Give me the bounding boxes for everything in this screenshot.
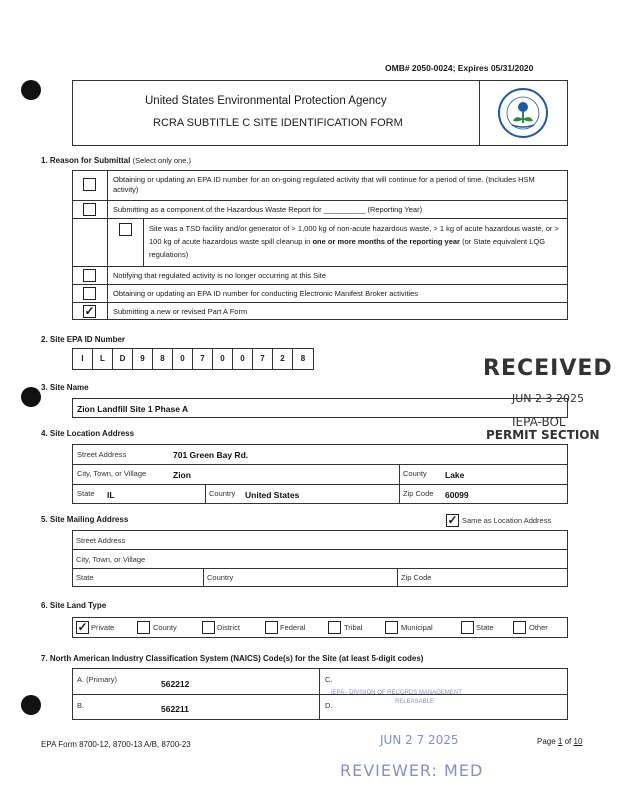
site-name-field[interactable] [72, 398, 568, 418]
land-type-district[interactable]: District [202, 621, 240, 634]
reason-table [72, 170, 568, 320]
reason-option-3-text: Notifying that regulated activity is no longer occurring at this Site [113, 271, 327, 280]
epa-id-digit[interactable]: I [73, 349, 93, 369]
page-number: Page 1 of 10 [537, 737, 583, 746]
loc-street-label: Street Address [77, 450, 127, 459]
reason-option-5-text: Submitting a new or revised Part A Form [113, 307, 248, 316]
epa-id-digit[interactable]: 0 [233, 349, 253, 369]
epa-id-digit[interactable]: 0 [213, 349, 233, 369]
section6-title: 6. Site Land Type [41, 601, 107, 610]
epa-id-digit[interactable]: 0 [173, 349, 193, 369]
punch-hole-middle [21, 387, 41, 407]
land-type-federal-checkbox[interactable] [265, 621, 278, 634]
land-type-county[interactable]: County [137, 621, 177, 634]
records-stamp-line2: RELEASABLE [395, 699, 435, 705]
form-title: RCRA SUBTITLE C SITE IDENTIFICATION FORM [153, 117, 403, 129]
agency-name: United States Environmental Protection Agency [145, 95, 387, 107]
land-type-state[interactable]: State [461, 621, 494, 634]
reason-option-2-checkbox[interactable] [83, 203, 96, 216]
mail-zip-label[interactable]: Zip Code [401, 573, 432, 582]
reason-option-4-checkbox[interactable] [83, 287, 96, 300]
omb-number: OMB# 2050-0024; Expires 05/31/2020 [385, 63, 534, 73]
land-type-other[interactable]: Other [513, 621, 548, 634]
same-as-location-label: Same as Location Address [462, 516, 552, 525]
epa-id-digit[interactable]: 2 [273, 349, 293, 369]
site-name-value: Zion Landfill Site 1 Phase A [77, 404, 189, 414]
mail-city-label[interactable]: City, Town, or Village [76, 555, 146, 564]
epa-id-digit[interactable]: 8 [300, 354, 306, 363]
location-address-table [72, 444, 568, 504]
epa-id-digit[interactable]: 9 [133, 349, 153, 369]
loc-city-value[interactable]: Zion [173, 470, 191, 480]
reason-option-1-checkbox[interactable] [83, 178, 96, 191]
reason-option-2a-text: Site was a TSD facility and/or generator of > 1,000 kg of non-acute hazardous waste, > 1 kg of acute hazardous waste, or > 100 kg of acute hazardous waste spill cleanup in one or more months of the reporting year (or State equivalent LQG regulations) [149, 224, 559, 259]
land-type-tribal-checkbox[interactable] [328, 621, 341, 634]
epa-seal-logo [497, 87, 549, 139]
epa-id-digit[interactable]: 8 [153, 349, 173, 369]
epa-id-digit[interactable]: 7 [193, 349, 213, 369]
naics-b-label: B. [77, 701, 85, 710]
epa-id-digit[interactable]: L [93, 349, 113, 369]
received-section-stamp: PERMIT SECTION [486, 428, 600, 442]
received-date-stamp: JUN 2 3 2025 [512, 392, 585, 405]
epa-id-digit[interactable]: D [113, 349, 133, 369]
punch-hole-top [21, 80, 41, 100]
reviewer-stamp: REVIEWER: MED [340, 761, 484, 780]
received-org-stamp: IEPA-BOL [512, 415, 566, 429]
epa-id-row [72, 348, 314, 370]
reason-option-2-text: Submitting as a component of the Hazardous Waste Report for __________ (Reporting Year) [113, 205, 423, 214]
form-header [72, 80, 568, 146]
loc-county-value[interactable]: Lake [445, 470, 465, 480]
reason-option-5-checkbox[interactable]: ✓ [84, 304, 95, 318]
section1-title: 1. Reason for Submittal (Select only one.) [41, 156, 191, 165]
loc-country-label: Country [209, 489, 236, 498]
punch-hole-bottom [21, 695, 41, 715]
loc-county-label: County [403, 469, 427, 478]
same-as-location[interactable] [446, 514, 551, 527]
reason-option-2a-checkbox[interactable] [119, 223, 132, 236]
land-type-district-checkbox[interactable] [202, 621, 215, 634]
reason-option-4-text: Obtaining or updating an EPA ID number for conducting Electronic Manifest Broker activities [113, 289, 419, 298]
form-number: EPA Form 8700-12, 8700-13 A/B, 8700-23 [41, 740, 191, 749]
land-type-row [72, 617, 568, 638]
land-type-tribal[interactable]: Tribal [328, 621, 362, 634]
section5-title: 5. Site Mailing Address [41, 515, 129, 524]
epa-id-digit[interactable]: 7 [253, 349, 273, 369]
mailing-address-table [72, 530, 568, 587]
mail-street-label[interactable]: Street Address [76, 536, 126, 545]
land-type-municipal[interactable]: Municipal [385, 621, 433, 634]
records-stamp-line1: IEPA - DIVISION OF RECORDS MANAGEMENT [331, 690, 462, 696]
naics-b-value[interactable]: 562211 [161, 704, 189, 714]
section3-title: 3. Site Name [41, 383, 89, 392]
land-type-private-checkbox[interactable]: ✓ [77, 620, 88, 634]
mail-country-label[interactable]: Country [207, 573, 234, 582]
section2-title: 2. Site EPA ID Number [41, 335, 126, 344]
land-type-federal[interactable]: Federal [265, 621, 305, 634]
naics-d-label[interactable]: D. [325, 701, 333, 710]
land-type-other-checkbox[interactable] [513, 621, 526, 634]
loc-city-label: City, Town, or Village [77, 469, 147, 478]
naics-table [72, 668, 568, 720]
loc-zip-value[interactable]: 60099 [445, 490, 469, 500]
reason-option-3-checkbox[interactable] [83, 269, 96, 282]
naics-a-value[interactable]: 562212 [161, 679, 190, 689]
loc-country-value[interactable]: United States [245, 490, 300, 500]
land-type-state-checkbox[interactable] [461, 621, 474, 634]
loc-state-value[interactable]: IL [107, 490, 115, 500]
reason-option-1-text: Obtaining or updating an EPA ID number for an on-going regulated activity that will continue for a period of time. (Includes HSM activity) [113, 175, 535, 194]
naics-a-label: A. (Primary) [77, 675, 117, 684]
section7-title: 7. North American Industry Classification System (NAICS) Code(s) for the Site (at least 5-digit codes) [41, 654, 424, 663]
section4-title: 4. Site Location Address [41, 429, 135, 438]
footer-date-stamp: JUN 2 7 2025 [380, 733, 459, 747]
received-stamp: RECEIVED [483, 356, 613, 381]
same-as-location-checkbox[interactable]: ✓ [447, 513, 458, 527]
mail-state-label[interactable]: State [76, 573, 94, 582]
land-type-private[interactable]: ✓ Private [77, 620, 115, 634]
loc-street-value[interactable]: 701 Green Bay Rd. [173, 450, 249, 460]
land-type-county-checkbox[interactable] [137, 621, 150, 634]
loc-zip-label: Zip Code [403, 489, 434, 498]
naics-c-label[interactable]: C. [325, 675, 333, 684]
loc-state-label: State [77, 489, 95, 498]
land-type-municipal-checkbox[interactable] [385, 621, 398, 634]
